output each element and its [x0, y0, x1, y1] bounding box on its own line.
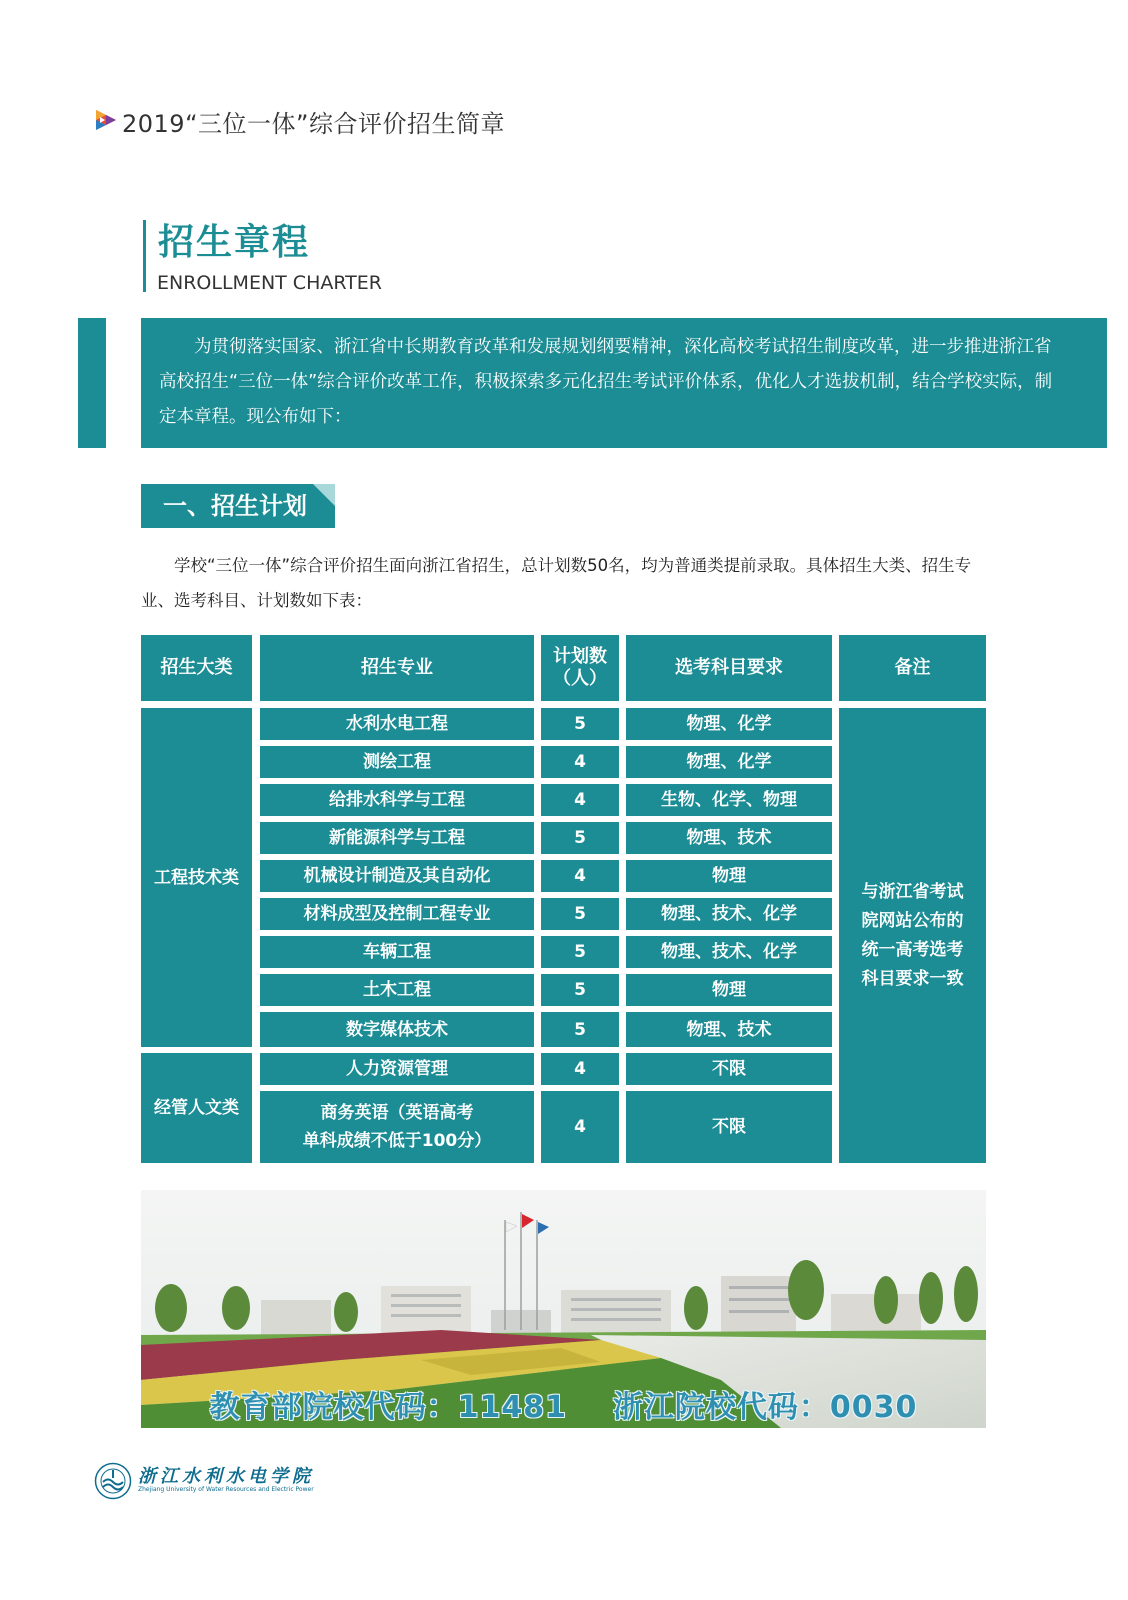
row-major: 人力资源管理	[260, 1053, 534, 1085]
row-quota: 5	[541, 822, 619, 854]
row-major: 测绘工程	[260, 746, 534, 778]
row-subjects: 物理、技术	[626, 1012, 832, 1047]
row-major-line2: 单科成绩不低于100分）	[302, 1131, 492, 1151]
row-quota: 5	[541, 936, 619, 968]
header-quota-line2: （人）	[553, 668, 607, 689]
note-line: 与浙江省考试	[861, 881, 964, 902]
row-subjects: 物理、技术、化学	[626, 936, 832, 968]
intro-text: 为贯彻落实国家、浙江省中长期教育改革和发展规划纲要精神，深化高校考试招生制度改革，进一步推进浙江省高校招生“三位一体”综合评价改革工作，积极探索多元化招生考试评价体系，优化人才选拔机制，结合学校实际，制定本章程。现公布如下：	[159, 337, 1053, 427]
row-major: 给排水科学与工程	[260, 784, 534, 816]
category-management: 经管人文类	[141, 1053, 252, 1163]
row-quota: 5	[541, 708, 619, 740]
row-quota: 5	[541, 974, 619, 1006]
note-line: 院网站公布的	[861, 910, 964, 931]
school-name-english: Zhejiang University of Water Resources and Electric Power	[138, 1486, 314, 1493]
section-accent-bar	[143, 220, 146, 292]
plan-description	[141, 548, 991, 618]
header-quota	[541, 635, 619, 701]
row-major	[260, 1091, 534, 1163]
row-major: 车辆工程	[260, 936, 534, 968]
row-subjects: 物理、技术、化学	[626, 898, 832, 930]
document-header-title: 2019“三位一体”综合评价招生简章	[122, 110, 505, 138]
row-subjects: 物理、化学	[626, 746, 832, 778]
row-major: 数字媒体技术	[260, 1012, 534, 1047]
brand-logo-icon	[94, 108, 118, 132]
section-subtitle: ENROLLMENT CHARTER	[157, 272, 382, 294]
school-seal-icon	[94, 1462, 132, 1500]
row-subjects: 物理、技术	[626, 822, 832, 854]
row-major: 水利水电工程	[260, 708, 534, 740]
row-major: 机械设计制造及其自动化	[260, 860, 534, 892]
header-notes: 备注	[839, 635, 986, 701]
header-subjects: 选考科目要求	[626, 635, 832, 701]
category-engineering: 工程技术类	[141, 708, 252, 1047]
note-line: 科目要求一致	[861, 968, 964, 989]
header-category: 招生大类	[141, 635, 252, 701]
row-subjects: 物理	[626, 860, 832, 892]
row-major: 土木工程	[260, 974, 534, 1006]
row-quota: 4	[541, 860, 619, 892]
row-major-line1: 商务英语（英语高考	[320, 1103, 474, 1123]
row-quota: 4	[541, 1053, 619, 1085]
row-quota: 5	[541, 1012, 619, 1047]
row-quota: 4	[541, 784, 619, 816]
row-major: 新能源科学与工程	[260, 822, 534, 854]
row-subjects: 生物、化学、物理	[626, 784, 832, 816]
row-major: 材料成型及控制工程专业	[260, 898, 534, 930]
row-quota: 5	[541, 898, 619, 930]
intro-box	[141, 318, 1107, 448]
row-subjects: 物理、化学	[626, 708, 832, 740]
intro-accent-block	[78, 318, 106, 448]
plan-heading-corner	[313, 484, 335, 506]
plan-heading: 一、招生计划	[141, 484, 335, 528]
row-subjects: 物理	[626, 974, 832, 1006]
header-major: 招生专业	[260, 635, 534, 701]
row-quota: 4	[541, 746, 619, 778]
section-title: 招生章程	[158, 222, 311, 263]
notes-cell	[839, 708, 986, 1163]
plan-description-text: 学校“三位一体”综合评价招生面向浙江省招生，总计划数50名，均为普通类提前录取。具体招生大类、招生专业、选考科目、计划数如下表：	[141, 556, 972, 610]
header-quota-line1: 计划数	[553, 646, 607, 667]
row-subjects: 不限	[626, 1091, 832, 1163]
note-line: 统一高考选考	[861, 939, 964, 960]
school-name: 浙江水利水电学院	[138, 1466, 314, 1487]
row-quota: 4	[541, 1091, 619, 1163]
row-subjects: 不限	[626, 1053, 832, 1085]
school-codes-text: 教育部院校代码：11481 浙江院校代码：0030	[209, 1390, 918, 1425]
